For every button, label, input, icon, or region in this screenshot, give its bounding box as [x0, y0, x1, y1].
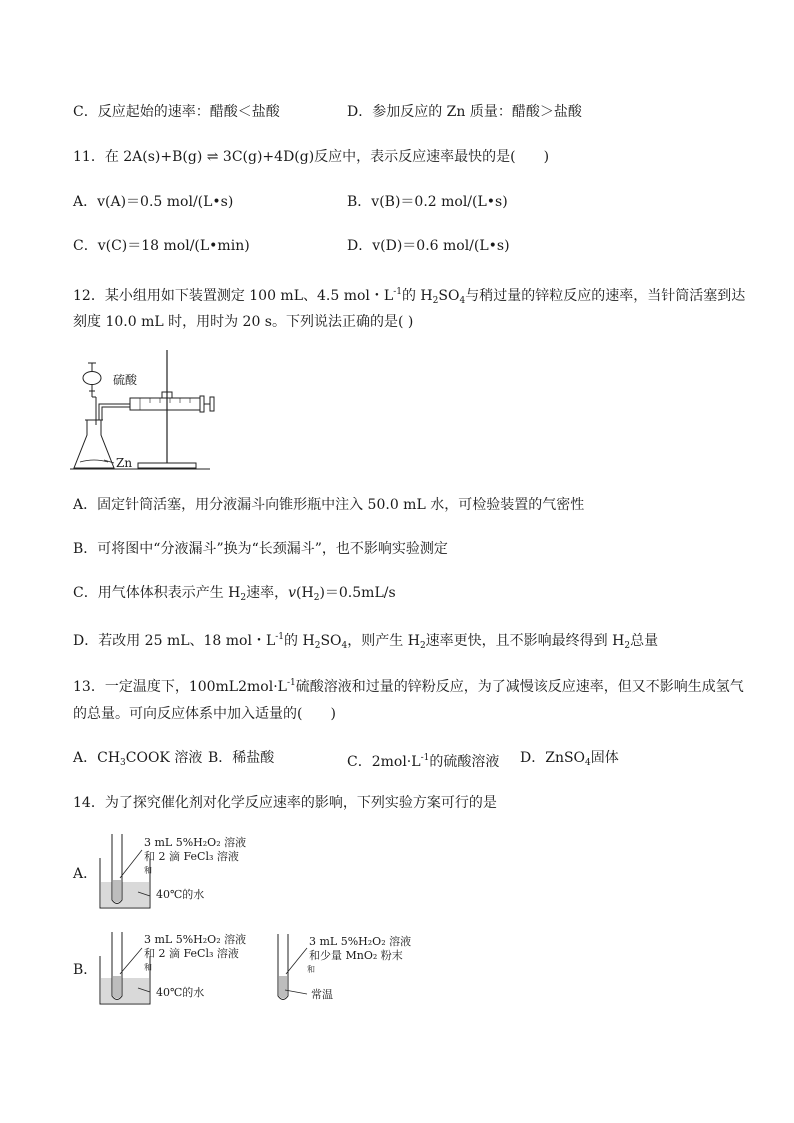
- q11-option-a: A．v(A)＝0.5 mol/(L•s): [73, 194, 234, 210]
- svg-text:40℃的水: 40℃的水: [156, 888, 205, 901]
- q13-option-a: A．$CH_3COOK$ 溶液: [73, 750, 203, 768]
- svg-text:和 2 滴 FeCl₃ 溶液: 和 2 滴 FeCl₃ 溶液: [144, 850, 239, 863]
- q11-option-d: D．v(D)＝0.6 mol/(L•s): [347, 238, 510, 254]
- q14-stem: 14．为了探究催化剂对化学反应速率的影响，下列实验方案可行的是: [73, 795, 497, 811]
- svg-text:和: 和: [307, 965, 315, 974]
- q12-option-c: C．用气体体积表示产生 $H_2$速率，$v(H_2)=0.5mL/s$: [73, 585, 396, 603]
- svg-text:40℃的水: 40℃的水: [156, 986, 205, 999]
- q13-stem-line2: 的总量。可向反应体系中加入适量的( ): [73, 706, 336, 722]
- svg-text:3 mL 5%H₂O₂ 溶液: 3 mL 5%H₂O₂ 溶液: [144, 933, 247, 946]
- syringe-barrel: [130, 398, 200, 410]
- q11-stem: 11．在 2A(s)+B(g) ⇌ 3C(g)+4D(g)反应中，表示反应速率最快的是( ): [73, 149, 550, 165]
- label-sulfuric-acid: 硫酸: [113, 373, 138, 387]
- q12-stem-line1: 12．某小组用如下装置测定 100 mL、4.5 mol・$L^{-1}$的 $H_2SO_4$与稍过量的锌粒反应的速率，当针筒活塞到达: [73, 287, 746, 306]
- svg-text:和: 和: [144, 963, 152, 972]
- q10-option-d: D．参加反应的 Zn 质量：醋酸＞盐酸: [347, 104, 582, 120]
- q12-option-a: A．固定针筒活塞，用分液漏斗向锥形瓶中注入 50.0 mL 水，可检验装置的气密性: [73, 497, 585, 513]
- q14-option-a-figure: [98, 830, 278, 910]
- q14-option-b-figure-left: [98, 928, 278, 1008]
- label-zn: Zn: [116, 456, 133, 470]
- q11-option-c: C．v(C)＝18 mol/(L•min): [73, 238, 250, 254]
- svg-text:3 mL 5%H₂O₂ 溶液: 3 mL 5%H₂O₂ 溶液: [144, 836, 247, 849]
- iron-stand-base: [138, 463, 196, 468]
- svg-text:3 mL 5%H₂O₂ 溶液: 3 mL 5%H₂O₂ 溶液: [309, 935, 412, 948]
- q14-option-b-figure-right: [275, 930, 425, 1010]
- q13-option-c: C．$2mol\cdot L^{-1}$的硫酸溶液: [347, 753, 500, 770]
- q12-option-d: D．若改用 25 mL、18 mol・$L^{-1}$的 $H_2SO_4$，则产生 $H_2$速率更快，且不影响最终得到 $H_2$总量: [73, 632, 659, 651]
- svg-text:和少量 MnO₂ 粉末: 和少量 MnO₂ 粉末: [309, 949, 403, 962]
- q13-stem-line1: 13．一定温度下，$100mL2mol\cdot L^{-1}$硫酸溶液和过量的锌粉反应，为了减慢该反应速率，但又不影响生成氢气: [73, 678, 744, 695]
- q13-option-b: B．稀盐酸: [208, 750, 275, 766]
- svg-text:和: 和: [144, 866, 152, 875]
- q14-option-b-letter: B．: [73, 962, 98, 978]
- q13-option-d: D．ZnSO$_4$固体: [520, 750, 619, 768]
- q11-option-b: B．v(B)＝0.2 mol/(L•s): [347, 194, 508, 210]
- q12-stem-line2: 刻度 10.0 mL 时，用时为 20 s。下列说法正确的是( ): [73, 314, 414, 330]
- svg-text:和 2 滴 FeCl₃ 溶液: 和 2 滴 FeCl₃ 溶液: [144, 947, 239, 960]
- q12-apparatus-figure: [70, 345, 220, 475]
- q14-option-a-letter: A．: [73, 866, 98, 882]
- svg-text:常温: 常温: [311, 988, 333, 1001]
- separatory-funnel-bulb: [83, 372, 101, 385]
- q10-option-c: C．反应起始的速率：醋酸＜盐酸: [73, 104, 280, 120]
- q12-option-b: B．可将图中“分液漏斗”换为“长颈漏斗”，也不影响实验测定: [73, 541, 448, 557]
